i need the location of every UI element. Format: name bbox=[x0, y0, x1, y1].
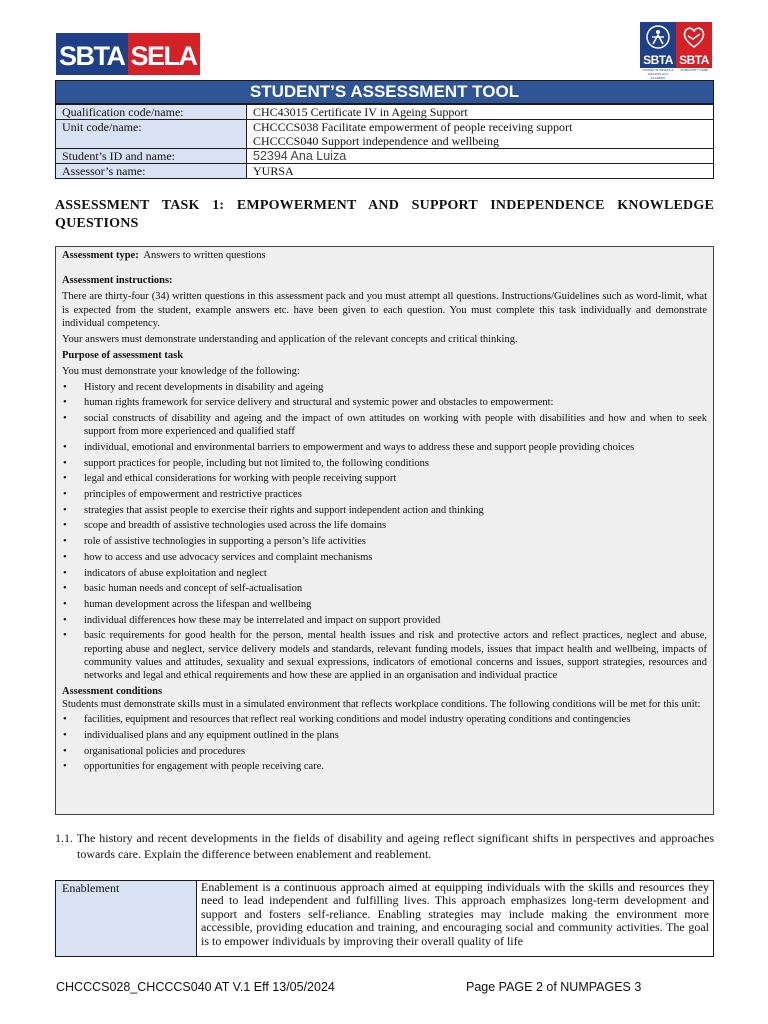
question-1-1 bbox=[55, 830, 714, 862]
heart-hands-icon bbox=[676, 22, 712, 52]
unit-value-line-1: CHCCCS038 Facilitate empowerment of people receiving support bbox=[253, 120, 573, 134]
logo-right-sbta-2: SBTA bbox=[676, 52, 712, 68]
list-item: • social constructs of disability and ageing and the impact of own attitudes on working with people with disabilities and how and when to seek support from more experienced and qualified staff bbox=[62, 412, 707, 438]
table-row bbox=[56, 149, 714, 164]
purpose-intro: You must demonstrate your knowledge of the following: bbox=[62, 366, 300, 378]
table-row bbox=[56, 120, 714, 149]
logo-tagline-2: COMMUNITY CARE bbox=[680, 68, 708, 72]
answer-label: Enablement bbox=[56, 881, 197, 957]
list-item: • scope and breadth of assistive technologies used across the life domains bbox=[62, 519, 707, 532]
list-item: • indicators of abuse exploitation and neglect bbox=[62, 567, 707, 580]
assessor-field[interactable]: YURSA bbox=[247, 164, 714, 179]
footer-document-code: CHCCCS028_CHCCCS040 AT V.1 Eff 13/05/2024 bbox=[56, 980, 335, 994]
task-heading: ASSESSMENT TASK 1: EMPOWERMENT AND SUPPORT INDEPENDENCE KNOWLEDGE QUESTIONS bbox=[55, 198, 714, 231]
list-item: • legal and ethical considerations for working with people receiving support bbox=[62, 472, 707, 485]
unit-value bbox=[247, 120, 714, 149]
list-item: • human rights framework for service delivery and structural and systemic power and obstacles to empowerment: bbox=[62, 396, 707, 409]
assessment-instructions-box bbox=[55, 246, 714, 815]
list-item: • individualised plans and any equipment outlined in the plans bbox=[62, 729, 707, 742]
list-item: • role of assistive technologies in supporting a person’s life activities bbox=[62, 535, 707, 548]
logo-sbta-community-care bbox=[640, 22, 712, 80]
list-item: • individual, emotional and environmental barriers to empowerment and ways to address these and support people providing choices bbox=[62, 441, 707, 454]
list-item: • how to access and use advocacy services and complaint mechanisms bbox=[62, 551, 707, 564]
conditions-heading bbox=[62, 685, 707, 698]
table-row bbox=[56, 881, 714, 957]
instructions-paragraph-1: There are thirty-four (34) written questions in this assessment pack and you must attempt all questions. Instructions/Guidelines such as word-limit, what is expected from the student, example answers etc. have been given to each question. You must complete this task individually and demonstrate individual competency. bbox=[62, 291, 707, 329]
list-item: • opportunities for engagement with people receiving care. bbox=[62, 760, 707, 773]
question-number: 1.1. bbox=[55, 831, 73, 845]
qualification-label: Qualification code/name: bbox=[56, 105, 247, 120]
conditions-list bbox=[62, 713, 707, 773]
answer-field[interactable]: Enablement is a continuous approach aimed at equipping individuals with the skills and resources they need to lead independent and fulfilling lives. This approach emphasizes long-term development and support and fosters self-reliance. Enabling strategies may include making the environment more accessible, providing education and training, and encouraging social and community activities. The goal is to empower individuals by improving their overall quality of life bbox=[197, 881, 714, 957]
conditions-intro: Students must demonstrate skills must in a simulated environment that reflects workplace conditions. The following conditions will be met for this unit: bbox=[62, 698, 701, 710]
list-item: • human development across the lifespan and wellbeing bbox=[62, 598, 707, 611]
assessment-type-label: Assessment type: bbox=[62, 250, 139, 261]
list-item: • individual differences how these may be interrelated and impact on support provided bbox=[62, 614, 707, 627]
logo-right-sbta-1: SBTA bbox=[640, 52, 676, 68]
qualification-value: CHC43015 Certificate IV in Ageing Support bbox=[247, 105, 714, 120]
unit-label: Unit code/name: bbox=[56, 120, 247, 149]
assessment-type bbox=[62, 249, 707, 262]
answer-table bbox=[55, 880, 714, 957]
student-info-table bbox=[55, 104, 714, 179]
purpose-heading bbox=[62, 349, 707, 362]
logo-sbta-text: SBTA bbox=[56, 33, 128, 75]
document-title: STUDENT’S ASSESSMENT TOOL bbox=[55, 80, 714, 104]
purpose-heading-text: Purpose of assessment task bbox=[62, 350, 184, 362]
list-item: • basic human needs and concept of self-actualisation bbox=[62, 582, 707, 595]
table-row bbox=[56, 164, 714, 179]
logo-sbta-sela bbox=[56, 33, 200, 75]
instructions-paragraph-2: Your answers must demonstrate understanding and application of the relevant concepts and critical thinking. bbox=[62, 334, 518, 346]
conditions-heading-text: Assessment conditions bbox=[62, 685, 163, 697]
list-item: • support practices for people, including but not limited to, the following conditions bbox=[62, 457, 707, 470]
table-row bbox=[56, 105, 714, 120]
list-item: • strategies that assist people to exercise their rights and support independent action and thinking bbox=[62, 504, 707, 517]
logo-tagline bbox=[640, 68, 712, 80]
list-item: • organisational policies and procedures bbox=[62, 745, 707, 758]
assessor-label: Assessor’s name: bbox=[56, 164, 247, 179]
assessment-type-value: Answers to written questions bbox=[143, 250, 266, 261]
logo-sela-text: SELA bbox=[128, 33, 200, 75]
logo-icons bbox=[640, 22, 712, 52]
logo-words bbox=[640, 52, 712, 68]
instructions-heading bbox=[62, 274, 707, 287]
people-icon bbox=[640, 22, 676, 52]
student-label: Student’s ID and name: bbox=[56, 149, 247, 164]
unit-value-line-2: CHCCCS040 Support independence and wellbeing bbox=[253, 134, 499, 148]
list-item: • facilities, equipment and resources that reflect real working conditions and model industry operating conditions and contingencies bbox=[62, 713, 707, 726]
student-field[interactable]: 52394 Ana Luiza bbox=[247, 149, 714, 164]
list-item: • principles of empowerment and restrictive practices bbox=[62, 488, 707, 501]
list-item: • History and recent developments in disability and ageing bbox=[62, 381, 707, 394]
logo-tagline-1: SYDNEY BUSINESS & TECHNOLOGY ACADEMY bbox=[642, 68, 674, 80]
question-text: The history and recent developments in the fields of disability and ageing reflect significant shifts in perspectives and approaches towards care. Explain the difference between enablement and reablement. bbox=[76, 831, 714, 861]
footer-page-number: Page PAGE 2 of NUMPAGES 3 bbox=[466, 980, 642, 994]
list-item: • basic requirements for good health for the person, mental health issues and risk and protective actors and reflect practices, neglect and abuse, reporting abuse and neglect, service delivery models and standards, relevant funding models, issues that impact health and wellbeing, impacts of community values and attitudes, sexuality and sexual expressions, indicators of emotional concerns and issues, support strategies, resources and networks and legal and ethical requirements and how these are applied in an organisation and individual practice bbox=[62, 629, 707, 682]
purpose-list bbox=[62, 381, 707, 683]
instructions-heading-text: Assessment instructions: bbox=[62, 275, 173, 287]
